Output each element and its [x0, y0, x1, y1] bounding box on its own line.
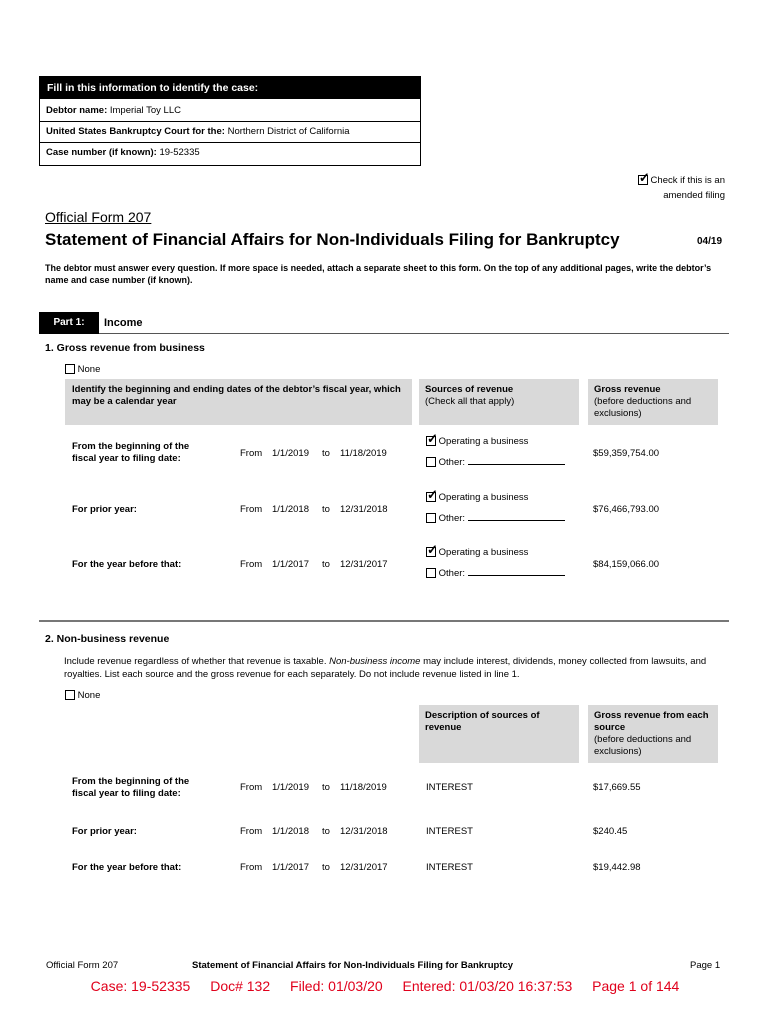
other-source-input[interactable] — [468, 567, 565, 576]
q2-header-gross: Gross revenue from each source (before deductions and exclusions) — [588, 705, 718, 763]
q2-description: Include revenue regardless of whether that revenue is taxable. Non-business income may include interest, dividends, money collected from lawsuits, and royalties. List each source and the gross revenue for each separately. Do not include revenue listed in line 1. — [64, 656, 707, 680]
q2-row-to-word: to — [322, 862, 330, 873]
q1-title: 1. Gross revenue from business — [45, 342, 205, 354]
other-source-checkbox[interactable] — [426, 513, 436, 523]
stamp-entered: Entered: 01/03/20 16:37:53 — [402, 978, 573, 994]
q2-row-desc: INTEREST — [426, 782, 473, 793]
q1-row-source-operating: ✓ Operating a business — [426, 547, 528, 558]
q1-row-from-date: 1/1/2017 — [272, 559, 309, 570]
q1-row-source-other: Other: — [426, 456, 565, 468]
q2-none-label: None — [77, 690, 101, 701]
q1-row-from-word: From — [240, 504, 263, 515]
q1-none-checkbox[interactable] — [65, 364, 75, 374]
form-version: 04/19 — [697, 236, 723, 247]
debtor-name-label: Debtor name: — [46, 105, 108, 116]
q2-row-from-date: 1/1/2018 — [272, 826, 309, 837]
q2-row-from-word: From — [240, 782, 263, 793]
q2-row-to-date: 12/31/2018 — [340, 826, 388, 837]
amended-line1: Check if this is an — [650, 175, 725, 186]
q1-row-from-date: 1/1/2019 — [272, 448, 309, 459]
stamp-page: Page 1 of 144 — [592, 978, 680, 994]
q2-row-to-date: 12/31/2017 — [340, 862, 388, 873]
q1-header-gross: Gross revenue (before deductions and exclusions) — [588, 379, 718, 425]
q2-row-from-word: From — [240, 862, 263, 873]
q1-row-source-operating: ✓ Operating a business — [426, 436, 528, 447]
case-info-box — [39, 76, 421, 166]
part-badge: Part 1: — [39, 312, 99, 334]
footer-form-number: Official Form 207 — [46, 960, 119, 971]
other-source-checkbox[interactable] — [426, 457, 436, 467]
q2-header-desc: Description of sources of revenue — [419, 705, 579, 763]
q2-row-amount: $17,669.55 — [593, 782, 641, 793]
q2-row-desc: INTEREST — [426, 826, 473, 837]
debtor-name-value: Imperial Toy LLC — [109, 105, 181, 116]
q1-row-to-date: 12/31/2017 — [340, 559, 388, 570]
q1-row-source-other: Other: — [426, 567, 565, 579]
court-value: Northern District of California — [227, 126, 350, 137]
q1-header-period: Identify the beginning and ending dates of the debtor’s fiscal year, which may be a calendar year — [65, 379, 412, 425]
q2-row-label: From the beginning of the fiscal year to filing date: — [72, 776, 190, 799]
court-filing-stamp — [60, 978, 710, 994]
q1-row-from-date: 1/1/2018 — [272, 504, 309, 515]
case-number-value: 19-52335 — [159, 147, 200, 158]
q1-none-row — [65, 364, 100, 375]
q1-row-to-date: 11/18/2019 — [340, 448, 387, 459]
q1-row-label: From the beginning of the fiscal year to filing date: — [72, 441, 190, 464]
form-title: Statement of Financial Affairs for Non-Individuals Filing for Bankruptcy — [45, 230, 620, 249]
q2-row-to-date: 11/18/2019 — [340, 782, 387, 793]
court-label: United States Bankruptcy Court for the: — [46, 126, 225, 137]
footer-page: Page 1 — [690, 960, 721, 971]
q2-row-from-date: 1/1/2017 — [272, 862, 309, 873]
q1-row-source-operating: ✓ Operating a business — [426, 492, 528, 503]
q2-row-from-word: From — [240, 826, 263, 837]
q2-row-from-date: 1/1/2019 — [272, 782, 309, 793]
stamp-doc: Doc# 132 — [210, 978, 271, 994]
q1-row-label: For the year before that: — [72, 559, 182, 570]
q2-title: 2. Non-business revenue — [45, 633, 170, 645]
q1-row-amount: $59,359,754.00 — [593, 448, 660, 459]
court-row — [46, 126, 350, 137]
q2-row-to-word: to — [322, 826, 330, 837]
q1-row-from-word: From — [240, 559, 263, 570]
q2-row-label: For prior year: — [72, 826, 137, 837]
case-number-label: Case number (if known): — [46, 147, 157, 158]
q2-row-amount: $240.45 — [593, 826, 628, 837]
debtor-name-row — [46, 105, 181, 116]
form-instructions: The debtor must answer every question. If more space is needed, attach a separate sheet to this form. On the top of any additional pages, write the debtor’s name and case number (if known). — [45, 263, 712, 285]
q1-row-amount: $84,159,066.00 — [593, 559, 660, 570]
section-divider — [39, 620, 729, 622]
q1-row-source-other: Other: — [426, 512, 565, 524]
q1-row-to-word: to — [322, 559, 330, 570]
q2-row-amount: $19,442.98 — [593, 862, 641, 873]
q2-row-to-word: to — [322, 782, 330, 793]
form-number: Official Form 207 — [45, 209, 152, 225]
q1-row-to-word: to — [322, 448, 330, 459]
q1-row-from-word: From — [240, 448, 263, 459]
q1-row-amount: $76,466,793.00 — [593, 504, 660, 515]
operating-business-checkbox[interactable] — [426, 436, 436, 446]
other-source-input[interactable] — [468, 512, 565, 521]
case-number-row — [46, 147, 200, 158]
stamp-filed: Filed: 01/03/20 — [290, 978, 383, 994]
q2-none-row — [65, 690, 100, 701]
operating-business-checkbox[interactable] — [426, 492, 436, 502]
other-source-checkbox[interactable] — [426, 568, 436, 578]
q1-row-label: For prior year: — [72, 504, 137, 515]
other-source-input[interactable] — [468, 456, 565, 465]
q1-row-to-word: to — [322, 504, 330, 515]
amended-filing-block — [625, 173, 725, 203]
q2-row-label: For the year before that: — [72, 862, 182, 873]
q2-row-desc: INTEREST — [426, 862, 473, 873]
operating-business-checkbox[interactable] — [426, 547, 436, 557]
case-box-heading: Fill in this information to identify the case: — [40, 77, 420, 99]
part-title: Income — [104, 317, 143, 329]
q1-row-to-date: 12/31/2018 — [340, 504, 388, 515]
amended-filing-checkbox[interactable] — [638, 175, 648, 185]
q2-none-checkbox[interactable] — [65, 690, 75, 700]
amended-line2: amended filing — [663, 190, 725, 201]
q1-none-label: None — [77, 364, 101, 375]
q1-header-sources: Sources of revenue (Check all that apply) — [419, 379, 579, 425]
stamp-case: Case: 19-52335 — [90, 978, 191, 994]
footer-title: Statement of Financial Affairs for Non-Individuals Filing for Bankruptcy — [192, 960, 514, 971]
